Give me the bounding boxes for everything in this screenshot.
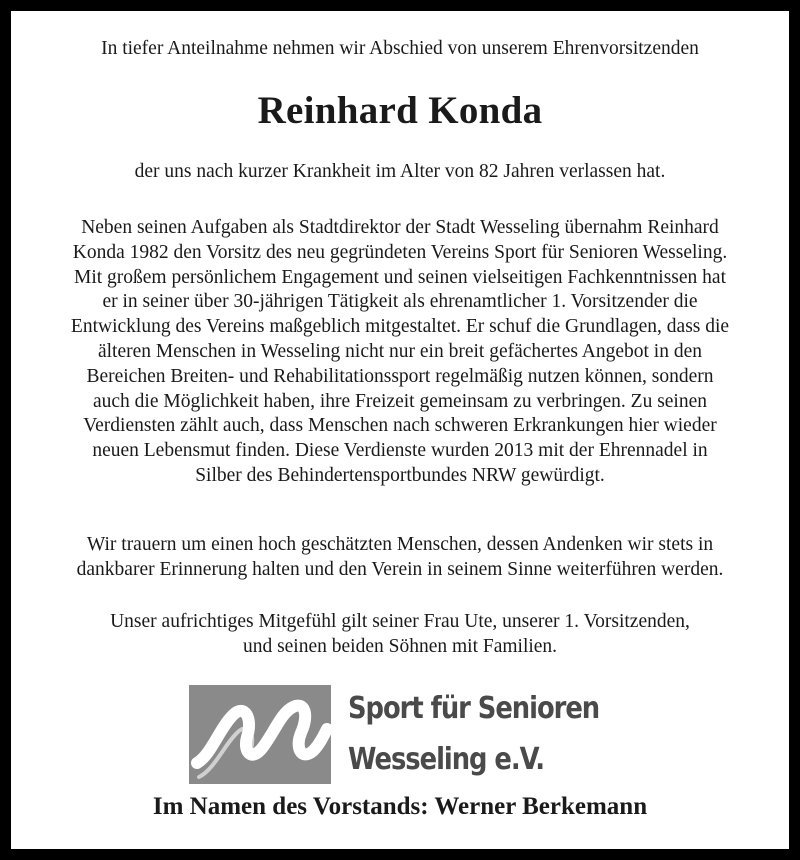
paragraph-line: Unser aufrichtiges Mitgefühl gilt seiner Frau Ute, unserer 1. Vorsitzenden, (110, 611, 690, 632)
paragraph-line: auch die Möglichkeit haben, ihre Freizeit gemeinsam zu verbringen. Zu seinen (92, 390, 708, 412)
deceased-name: Reinhard Konda (257, 89, 543, 132)
paragraph-line: älteren Menschen in Wesseling nicht nur ein breit gefächertes Angebot in den (97, 340, 702, 362)
organization-name-line2: Wesseling e.V. (348, 742, 545, 777)
tribute-paragraph (30, 216, 770, 489)
paragraph-line: Mit großem persönlichem Engagement und seinen vielseitigen Fachkenntnissen hat (73, 266, 726, 288)
paragraph-line: neuen Lebensmut finden. Diese Verdienste wurden 2013 mit der Ehrennadel in (92, 440, 708, 462)
paragraph-line: und seinen beiden Söhnen mit Familien. (242, 635, 558, 657)
paragraph-line: dankbarer Erinnerung halten und den Verein in seinem Sinne weiterführen werden. (76, 558, 724, 580)
mourning-paragraph (30, 533, 770, 583)
subtitle-line: der uns nach kurzer Krankheit im Alter von 82 Jahren verlassen hat. (134, 161, 666, 182)
signature-line: Im Namen des Vorstands: Werner Berkemann (152, 793, 648, 820)
paragraph-line: Entwicklung des Vereins maßgeblich mitgestaltet. Er schuf die Grundlagen, dass die (70, 316, 730, 338)
paragraph-line: er in seiner über 30-jährigen Tätigkeit als ehrenamtlicher 1. Vorsitzender die (102, 291, 698, 313)
condolence-paragraph (30, 610, 770, 660)
intro-line: In tiefer Anteilnahme nehmen wir Abschied von unserem Ehrenvorsitzenden (101, 38, 699, 59)
organization-name-line1: Sport für Senioren (348, 691, 600, 726)
paragraph-line: Neben seinen Aufgaben als Stadtdirektor der Stadt Wesseling übernahm Reinhard (81, 217, 719, 238)
paragraph-line: Bereichen Breiten- und Rehabilitationssport regelmäßig nutzen können, sondern (86, 365, 714, 387)
paragraph-line: Silber des Behindertensportbundes NRW gewürdigt. (195, 464, 605, 486)
paragraph-line: Verdiensten zählt auch, dass Menschen nach schweren Erkrankungen hier wieder (83, 415, 717, 437)
club-logo-icon (189, 685, 331, 784)
paragraph-line: Wir trauern um einen hoch geschätzten Menschen, dessen Andenken wir stets in (86, 534, 714, 555)
paragraph-line: Konda 1982 den Vorsitz des neu gegründeten Vereins Sport für Senioren Wesseling. (72, 241, 728, 263)
